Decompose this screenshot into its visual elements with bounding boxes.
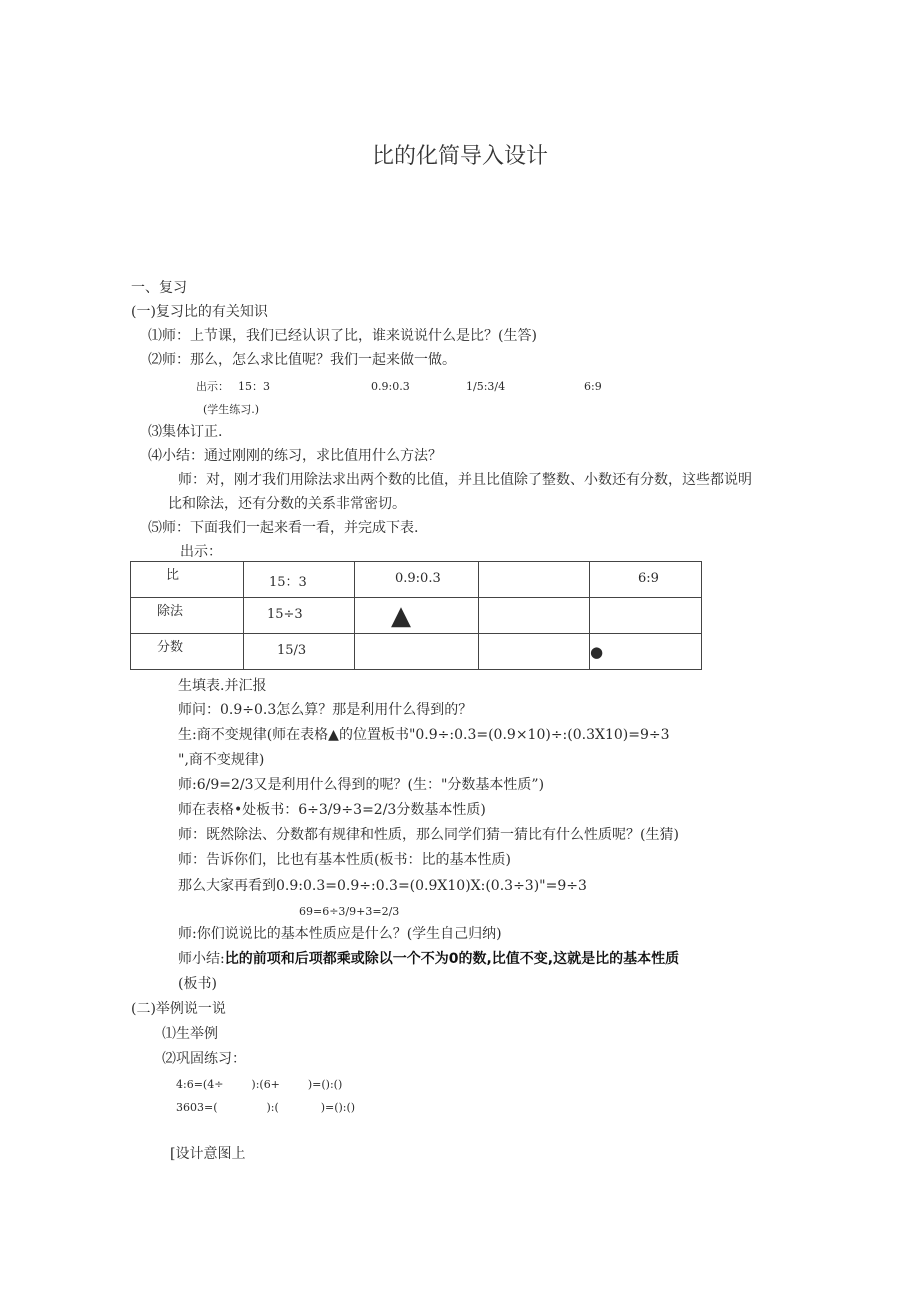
line-student-answer: 生:商不变规律(师在表格▲的位置板书"0.9÷:0.3=(0.9×10)÷:(0.3X10)=9÷3 (178, 727, 670, 743)
table-cell (479, 634, 590, 670)
dot-mark: ● (590, 643, 604, 661)
ratio-item: 1/5:3/4 (466, 380, 506, 393)
summary-prefix: 师小结: (178, 951, 225, 967)
subsection-heading-2: (二)举例说一说 (131, 1001, 226, 1017)
ratio-item: 6:9 (584, 380, 602, 393)
teacher-reply-line-1: 师：对，刚才我们用除法求出两个数的比值，并且比值除了整数、小数还有分数，这些都说明 (178, 472, 752, 488)
line-teacher-summary (178, 950, 679, 968)
table-cell (244, 562, 355, 598)
part2-item-1: ⑴生举例 (162, 1026, 218, 1042)
question-1: ⑴师：上节课，我们已经认识了比，谁来说说什么是比？(生答) (148, 328, 537, 344)
question-2: ⑵师：那么，怎么求比值呢？我们一起来做一做。 (148, 352, 456, 368)
cell-text: 15/3 (277, 643, 307, 658)
line-board-note: (板书) (178, 976, 217, 992)
line-student-answer-cont: ",商不变规律) (178, 752, 265, 768)
exercise-1: 4:6=(4÷ ):(6+ )=():() (176, 1078, 343, 1091)
practice-note: (学生练习.) (203, 403, 260, 416)
cell-text: 15÷3 (267, 607, 303, 622)
table-cell (479, 562, 590, 598)
summary-bold-text: 比的前项和后项都乘或除以一个不为0的数,比值不变,这就是比的基本性质 (224, 951, 680, 967)
cell-text: 6:9 (638, 571, 659, 586)
line-teacher-fraction: 师:6/9=2/3又是利用什么得到的呢？(生："分数基本性质”) (178, 777, 545, 793)
cell-text: 0.9:0.3 (395, 571, 441, 586)
exercise-2: 3603=( ):( )=():() (176, 1101, 356, 1114)
line-board-fraction: 师在表格•处板书：6÷3/9÷3=2/3分数基本性质) (178, 802, 486, 818)
row-head-cell (131, 562, 244, 598)
line-teacher-ask: 师问：0.9÷0.3怎么算？那是利用什么得到的？ (178, 702, 473, 718)
line-teacher-summary-ask: 师:你们说说比的基本性质应是什么？(学生自己归纳) (178, 926, 502, 942)
table-cell (244, 598, 355, 634)
table-cell (590, 562, 702, 598)
line-fill-report: 生填表.并汇报 (178, 678, 267, 694)
row-head: 比 (166, 568, 180, 583)
table-cell (244, 634, 355, 670)
teacher-reply-line-2: 比和除法，还有分数的关系非常密切。 (168, 496, 406, 512)
table-cell (479, 598, 590, 634)
table-cell (590, 634, 702, 670)
table-row (131, 634, 702, 670)
show-label: 出示： (196, 380, 229, 393)
row-head-cell (131, 598, 244, 634)
page-title: 比的化简导入设计 (371, 144, 548, 169)
table-cell (590, 598, 702, 634)
part2-item-2: ⑵巩固练习： (162, 1051, 246, 1067)
table-cell (355, 634, 479, 670)
line-equation: 69=6÷3/9+3=2/3 (299, 905, 400, 918)
ratio-table (130, 561, 702, 670)
row-head: 除法 (157, 604, 184, 619)
row-head: 分数 (157, 640, 184, 655)
line-look-again: 那么大家再看到0.9:0.3=0.9÷:0.3=(0.9X10)X:(0.3÷3)"=9÷3 (178, 878, 587, 894)
triangle-mark: ▲ (391, 601, 411, 631)
question-4: ⑷小结：通过刚刚的练习，求比值用什么方法？ (148, 448, 442, 464)
question-3: ⑶集体订正. (148, 424, 223, 440)
table-row (131, 562, 702, 598)
row-head-cell (131, 634, 244, 670)
cell-text: 15：3 (269, 575, 307, 590)
table-cell (355, 598, 479, 634)
design-intent: [设计意图上 (170, 1146, 246, 1162)
line-teacher-guess: 师：既然除法、分数都有规律和性质，那么同学们猜一猜比有什么性质呢？(生猜) (178, 827, 679, 843)
ratio-item: 15：3 (238, 380, 270, 393)
table-cell (355, 562, 479, 598)
ratio-item: 0.9:0.3 (371, 380, 410, 393)
subsection-heading-1: (一)复习比的有关知识 (131, 304, 268, 320)
section-heading-review: 一、复习 (131, 280, 187, 296)
line-teacher-tell: 师：告诉你们，比也有基本性质(板书：比的基本性质) (178, 852, 511, 868)
show-label-2: 出示： (180, 544, 222, 560)
question-5: ⑸师：下面我们一起来看一看，并完成下表. (148, 520, 419, 536)
table-row (131, 598, 702, 634)
